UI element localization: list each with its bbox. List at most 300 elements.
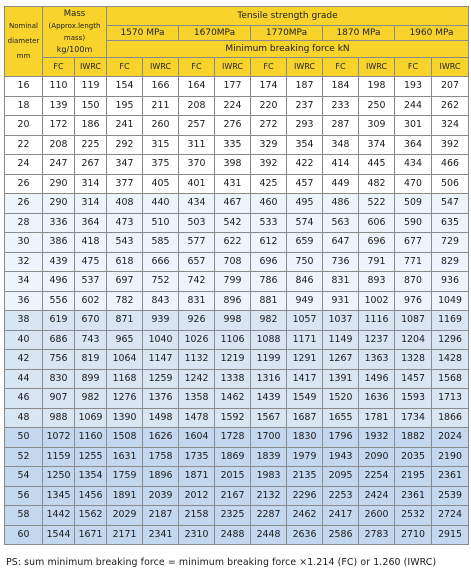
- breaking-force-cell: 736: [323, 252, 359, 272]
- breaking-force-cell: 392: [432, 135, 469, 155]
- breaking-force-cell: 1781: [359, 408, 395, 428]
- mass-fc-cell: 290: [43, 174, 75, 194]
- breaking-force-cell: 1040: [143, 330, 179, 350]
- diameter-cell: 52: [5, 447, 43, 467]
- breaking-force-cell: 292: [107, 135, 143, 155]
- breaking-force-cell: 2296: [287, 486, 323, 506]
- breaking-force-cell: 408: [107, 194, 143, 214]
- diameter-cell: 34: [5, 272, 43, 292]
- mass-iwrc-cell: 819: [75, 350, 107, 370]
- breaking-force-cell: 2341: [143, 525, 179, 545]
- breaking-force-cell: 374: [359, 135, 395, 155]
- breaking-force-cell: 2424: [359, 486, 395, 506]
- diameter-cell: 50: [5, 428, 43, 448]
- mass-fc-cell: 556: [43, 291, 75, 311]
- mass-iwrc-cell: 186: [75, 116, 107, 136]
- diameter-cell: 40: [5, 330, 43, 350]
- breaking-force-cell: 195: [107, 96, 143, 116]
- breaking-force-cell: 434: [179, 194, 215, 214]
- breaking-force-cell: 224: [215, 96, 251, 116]
- breaking-force-cell: 657: [179, 252, 215, 272]
- diameter-cell: 16: [5, 77, 43, 97]
- breaking-force-cell: 2361: [395, 486, 432, 506]
- breaking-force-cell: 799: [215, 272, 251, 292]
- mass-iwrc-cell: 150: [75, 96, 107, 116]
- breaking-force-cell: 1168: [107, 369, 143, 389]
- breaking-force-cell: 2586: [323, 525, 359, 545]
- breaking-force-cell: 445: [359, 155, 395, 175]
- breaking-force-cell: 1568: [432, 369, 469, 389]
- table-row: [5, 467, 469, 487]
- grade-1770-fc-header: FC: [251, 58, 287, 77]
- breaking-force-cell: 843: [143, 291, 179, 311]
- mass-unit: kg/100m: [56, 45, 93, 54]
- mass-fc-cell: 756: [43, 350, 75, 370]
- breaking-force-cell: 2783: [359, 525, 395, 545]
- mass-fc-cell: 907: [43, 389, 75, 409]
- grade-1960-fc-header: FC: [395, 58, 432, 77]
- breaking-force-cell: 2287: [251, 506, 287, 526]
- breaking-force-cell: 1219: [215, 350, 251, 370]
- table-body: [5, 77, 469, 545]
- breaking-force-cell: 1037: [323, 311, 359, 331]
- breaking-force-cell: 1549: [287, 389, 323, 409]
- breaking-force-cell: 377: [107, 174, 143, 194]
- breaking-force-cell: 1462: [215, 389, 251, 409]
- breaking-force-cell: 1592: [215, 408, 251, 428]
- breaking-force-cell: 666: [143, 252, 179, 272]
- breaking-force-cell: 791: [359, 252, 395, 272]
- breaking-force-cell: 262: [432, 96, 469, 116]
- breaking-force-cell: 506: [432, 174, 469, 194]
- breaking-force-cell: 1626: [143, 428, 179, 448]
- breaking-force-cell: 896: [215, 291, 251, 311]
- breaking-force-cell: 1636: [359, 389, 395, 409]
- breaking-force-cell: 211: [143, 96, 179, 116]
- breaking-force-cell: 272: [251, 116, 287, 136]
- breaking-force-cell: 1242: [179, 369, 215, 389]
- breaking-force-cell: 207: [432, 77, 469, 97]
- breaking-force-cell: 495: [287, 194, 323, 214]
- table-row: [5, 77, 469, 97]
- diameter-cell: 18: [5, 96, 43, 116]
- breaking-force-cell: 1026: [179, 330, 215, 350]
- breaking-force-cell: 563: [323, 213, 359, 233]
- breaking-force-cell: 434: [395, 155, 432, 175]
- breaking-force-cell: 1267: [323, 350, 359, 370]
- breaking-force-cell: 1116: [359, 311, 395, 331]
- table-row: [5, 252, 469, 272]
- breaking-force-cell: 590: [395, 213, 432, 233]
- breaking-force-cell: 347: [107, 155, 143, 175]
- mass-fc-cell: 172: [43, 116, 75, 136]
- grade-1770-header: 1770MPa: [251, 26, 323, 41]
- mass-iwrc-cell: 1160: [75, 428, 107, 448]
- breaking-force-cell: 1655: [323, 408, 359, 428]
- breaking-force-cell: 486: [323, 194, 359, 214]
- breaking-force-cell: 154: [107, 77, 143, 97]
- diameter-cell: 46: [5, 389, 43, 409]
- breaking-force-cell: 771: [395, 252, 432, 272]
- breaking-force-cell: 1087: [395, 311, 432, 331]
- breaking-force-cell: 198: [359, 77, 395, 97]
- breaking-force-cell: 1896: [143, 467, 179, 487]
- breaking-force-cell: 2135: [287, 467, 323, 487]
- mass-fc-cell: 1072: [43, 428, 75, 448]
- breaking-force-cell: 829: [432, 252, 469, 272]
- breaking-force-cell: 2488: [215, 525, 251, 545]
- breaking-force-cell: 1296: [432, 330, 469, 350]
- mass-fc-cell: 686: [43, 330, 75, 350]
- breaking-force-cell: 2187: [143, 506, 179, 526]
- breaking-force-cell: 1498: [143, 408, 179, 428]
- breaking-force-cell: 1088: [251, 330, 287, 350]
- table-row: [5, 486, 469, 506]
- diameter-cell: 54: [5, 467, 43, 487]
- breaking-force-cell: 1520: [323, 389, 359, 409]
- breaking-force-cell: 1891: [107, 486, 143, 506]
- breaking-force-cell: 1169: [432, 311, 469, 331]
- breaking-force-cell: 1064: [107, 350, 143, 370]
- breaking-force-cell: 315: [143, 135, 179, 155]
- breaking-force-cell: 871: [107, 311, 143, 331]
- breaking-force-cell: 2171: [107, 525, 143, 545]
- table-row: [5, 291, 469, 311]
- breaking-force-cell: 522: [359, 194, 395, 214]
- table-row: [5, 525, 469, 545]
- table-row: [5, 350, 469, 370]
- grade-1770-iwrc-header: IWRC: [287, 58, 323, 77]
- breaking-force-cell: 260: [143, 116, 179, 136]
- mass-iwrc-cell: 602: [75, 291, 107, 311]
- diameter-cell: 44: [5, 369, 43, 389]
- mass-iwrc-cell: 314: [75, 174, 107, 194]
- diameter-cell: 26: [5, 174, 43, 194]
- breaking-force-cell: 2254: [359, 467, 395, 487]
- mass-iwrc-cell: 364: [75, 213, 107, 233]
- footnote: PS: sum minimum breaking force = minimum breaking force ×1.214 (FC) or 1.260 (IWRC): [6, 557, 437, 568]
- breaking-force-cell: 2361: [432, 467, 469, 487]
- table-row: [5, 311, 469, 331]
- breaking-force-cell: 1002: [359, 291, 395, 311]
- breaking-force-cell: 1869: [215, 447, 251, 467]
- table-row: [5, 428, 469, 448]
- breaking-force-cell: 696: [359, 233, 395, 253]
- breaking-force-cell: 401: [179, 174, 215, 194]
- breaking-force-cell: 370: [179, 155, 215, 175]
- breaking-force-cell: 164: [179, 77, 215, 97]
- breaking-force-cell: 1149: [323, 330, 359, 350]
- breaking-force-cell: 1882: [395, 428, 432, 448]
- breaking-force-cell: 309: [359, 116, 395, 136]
- breaking-force-cell: 1983: [251, 467, 287, 487]
- breaking-force-cell: 659: [287, 233, 323, 253]
- breaking-force-cell: 1363: [359, 350, 395, 370]
- table-row: [5, 330, 469, 350]
- breaking-force-cell: 2012: [179, 486, 215, 506]
- mass-fc-cell: 386: [43, 233, 75, 253]
- mass-subtitle: (Approx.length mass): [48, 22, 101, 42]
- breaking-force-cell: 881: [251, 291, 287, 311]
- breaking-force-cell: 482: [359, 174, 395, 194]
- breaking-force-table: [4, 6, 469, 545]
- breaking-force-cell: 2448: [251, 525, 287, 545]
- mass-iwrc-cell: 267: [75, 155, 107, 175]
- breaking-force-cell: 998: [215, 311, 251, 331]
- mass-iwrc-header: IWRC: [75, 58, 107, 77]
- mass-fc-cell: 619: [43, 311, 75, 331]
- breaking-force-cell: 696: [251, 252, 287, 272]
- breaking-force-cell: 2095: [323, 467, 359, 487]
- breaking-force-cell: 936: [432, 272, 469, 292]
- table-row: [5, 233, 469, 253]
- mass-iwrc-cell: 225: [75, 135, 107, 155]
- mass-iwrc-cell: 899: [75, 369, 107, 389]
- breaking-force-cell: 1199: [251, 350, 287, 370]
- diameter-cell: 36: [5, 291, 43, 311]
- breaking-force-cell: 926: [179, 311, 215, 331]
- diameter-cell: 48: [5, 408, 43, 428]
- breaking-force-cell: 2195: [395, 467, 432, 487]
- breaking-force-cell: 577: [179, 233, 215, 253]
- breaking-force-cell: 449: [323, 174, 359, 194]
- table-row: [5, 506, 469, 526]
- breaking-force-cell: 1687: [287, 408, 323, 428]
- mass-iwrc-cell: 982: [75, 389, 107, 409]
- mass-iwrc-cell: 670: [75, 311, 107, 331]
- nominal-diameter-header: Nominal diameter mm: [5, 7, 43, 77]
- breaking-force-cell: 440: [143, 194, 179, 214]
- diameter-cell: 30: [5, 233, 43, 253]
- breaking-force-cell: 1728: [215, 428, 251, 448]
- breaking-force-cell: 2158: [179, 506, 215, 526]
- breaking-force-cell: 2190: [432, 447, 469, 467]
- breaking-force-cell: 1276: [107, 389, 143, 409]
- diameter-cell: 42: [5, 350, 43, 370]
- breaking-force-cell: 831: [323, 272, 359, 292]
- grade-1670-fc-header: FC: [179, 58, 215, 77]
- table-row: [5, 369, 469, 389]
- breaking-force-cell: 287: [323, 116, 359, 136]
- breaking-force-cell: 187: [287, 77, 323, 97]
- breaking-force-cell: 2035: [395, 447, 432, 467]
- breaking-force-cell: 982: [251, 311, 287, 331]
- breaking-force-cell: 405: [143, 174, 179, 194]
- diameter-cell: 58: [5, 506, 43, 526]
- breaking-force-cell: 1631: [107, 447, 143, 467]
- breaking-force-cell: 460: [251, 194, 287, 214]
- breaking-force-cell: 1259: [143, 369, 179, 389]
- breaking-force-cell: 2636: [287, 525, 323, 545]
- breaking-force-cell: 233: [323, 96, 359, 116]
- grade-1960-header: 1960 MPa: [395, 26, 469, 41]
- diameter-cell: 20: [5, 116, 43, 136]
- breaking-force-cell: 1796: [323, 428, 359, 448]
- mass-fc-cell: 110: [43, 77, 75, 97]
- breaking-force-cell: 533: [251, 213, 287, 233]
- breaking-force-cell: 1700: [251, 428, 287, 448]
- grade-1670-iwrc-header: IWRC: [215, 58, 251, 77]
- breaking-force-cell: 1734: [395, 408, 432, 428]
- breaking-force-cell: 2417: [323, 506, 359, 526]
- breaking-force-cell: 301: [395, 116, 432, 136]
- mass-iwrc-cell: 743: [75, 330, 107, 350]
- grade-1870-fc-header: FC: [323, 58, 359, 77]
- mass-fc-cell: 1159: [43, 447, 75, 467]
- breaking-force-cell: 729: [432, 233, 469, 253]
- diameter-cell: 38: [5, 311, 43, 331]
- breaking-force-cell: 2167: [215, 486, 251, 506]
- table-row: [5, 116, 469, 136]
- breaking-force-cell: 425: [251, 174, 287, 194]
- diameter-cell: 60: [5, 525, 43, 545]
- breaking-force-cell: 750: [287, 252, 323, 272]
- breaking-force-cell: 1830: [287, 428, 323, 448]
- grade-1570-fc-header: FC: [107, 58, 143, 77]
- breaking-force-cell: 697: [107, 272, 143, 292]
- breaking-force-cell: 174: [251, 77, 287, 97]
- breaking-force-cell: 786: [251, 272, 287, 292]
- breaking-force-header: Minimum breaking force kN: [107, 41, 469, 58]
- grade-1570-iwrc-header: IWRC: [143, 58, 179, 77]
- mass-iwrc-cell: 475: [75, 252, 107, 272]
- table-row: [5, 408, 469, 428]
- mass-fc-cell: 496: [43, 272, 75, 292]
- breaking-force-cell: 1593: [395, 389, 432, 409]
- mass-fc-cell: 290: [43, 194, 75, 214]
- breaking-force-cell: 1328: [395, 350, 432, 370]
- breaking-force-cell: 276: [215, 116, 251, 136]
- breaking-force-cell: 618: [107, 252, 143, 272]
- breaking-force-cell: 1457: [395, 369, 432, 389]
- breaking-force-cell: 1147: [143, 350, 179, 370]
- breaking-force-cell: 414: [323, 155, 359, 175]
- breaking-force-cell: 574: [287, 213, 323, 233]
- breaking-force-cell: 2253: [323, 486, 359, 506]
- mass-iwrc-cell: 1456: [75, 486, 107, 506]
- grade-1870-iwrc-header: IWRC: [359, 58, 395, 77]
- breaking-force-cell: 542: [215, 213, 251, 233]
- mass-title: Mass: [63, 9, 86, 19]
- breaking-force-cell: 1132: [179, 350, 215, 370]
- mass-iwrc-cell: 314: [75, 194, 107, 214]
- table-row: [5, 155, 469, 175]
- breaking-force-cell: 257: [179, 116, 215, 136]
- breaking-force-cell: 647: [323, 233, 359, 253]
- breaking-force-cell: 1237: [359, 330, 395, 350]
- breaking-force-cell: 241: [107, 116, 143, 136]
- diameter-cell: 56: [5, 486, 43, 506]
- breaking-force-cell: 612: [251, 233, 287, 253]
- mass-fc-cell: 139: [43, 96, 75, 116]
- table-row: [5, 135, 469, 155]
- mass-fc-cell: 1345: [43, 486, 75, 506]
- breaking-force-cell: 1049: [432, 291, 469, 311]
- breaking-force-cell: 470: [395, 174, 432, 194]
- breaking-force-cell: 677: [395, 233, 432, 253]
- breaking-force-cell: 1316: [251, 369, 287, 389]
- breaking-force-cell: 606: [359, 213, 395, 233]
- breaking-force-cell: 1390: [107, 408, 143, 428]
- breaking-force-cell: 467: [215, 194, 251, 214]
- breaking-force-cell: 2724: [432, 506, 469, 526]
- mass-fc-cell: 1250: [43, 467, 75, 487]
- breaking-force-cell: 244: [395, 96, 432, 116]
- breaking-force-cell: 1759: [107, 467, 143, 487]
- breaking-force-cell: 2132: [251, 486, 287, 506]
- breaking-force-cell: 503: [179, 213, 215, 233]
- mass-iwrc-cell: 537: [75, 272, 107, 292]
- breaking-force-cell: 1567: [251, 408, 287, 428]
- breaking-force-cell: 392: [251, 155, 287, 175]
- breaking-force-cell: 1057: [287, 311, 323, 331]
- breaking-force-cell: 457: [287, 174, 323, 194]
- breaking-force-cell: 870: [395, 272, 432, 292]
- breaking-force-cell: 1428: [432, 350, 469, 370]
- breaking-force-cell: 2310: [179, 525, 215, 545]
- breaking-force-cell: 466: [432, 155, 469, 175]
- breaking-force-cell: 177: [215, 77, 251, 97]
- breaking-force-cell: 364: [395, 135, 432, 155]
- breaking-force-cell: 742: [179, 272, 215, 292]
- breaking-force-cell: 1604: [179, 428, 215, 448]
- breaking-force-cell: 708: [215, 252, 251, 272]
- breaking-force-cell: 1979: [287, 447, 323, 467]
- breaking-force-cell: 166: [143, 77, 179, 97]
- breaking-force-cell: 1106: [215, 330, 251, 350]
- breaking-force-cell: 635: [432, 213, 469, 233]
- breaking-force-cell: 2090: [359, 447, 395, 467]
- mass-fc-cell: 1442: [43, 506, 75, 526]
- breaking-force-cell: 1171: [287, 330, 323, 350]
- table-row: [5, 213, 469, 233]
- breaking-force-cell: 1943: [323, 447, 359, 467]
- mass-fc-header: FC: [43, 58, 75, 77]
- diameter-cell: 26: [5, 194, 43, 214]
- breaking-force-cell: 2915: [432, 525, 469, 545]
- grade-1570-header: 1570 MPa: [107, 26, 179, 41]
- breaking-force-cell: 2029: [107, 506, 143, 526]
- mass-fc-cell: 830: [43, 369, 75, 389]
- breaking-force-cell: 220: [251, 96, 287, 116]
- mass-fc-cell: 1544: [43, 525, 75, 545]
- breaking-force-cell: 348: [323, 135, 359, 155]
- breaking-force-cell: 193: [395, 77, 432, 97]
- breaking-force-cell: 335: [215, 135, 251, 155]
- breaking-force-cell: 375: [143, 155, 179, 175]
- breaking-force-cell: 2325: [215, 506, 251, 526]
- mass-fc-cell: 988: [43, 408, 75, 428]
- mass-iwrc-cell: 1671: [75, 525, 107, 545]
- breaking-force-cell: 846: [287, 272, 323, 292]
- mass-iwrc-cell: 119: [75, 77, 107, 97]
- table-row: [5, 174, 469, 194]
- breaking-force-cell: 547: [432, 194, 469, 214]
- diameter-cell: 24: [5, 155, 43, 175]
- breaking-force-cell: 1291: [287, 350, 323, 370]
- breaking-force-cell: 1391: [323, 369, 359, 389]
- breaking-force-cell: 422: [287, 155, 323, 175]
- mass-fc-cell: 208: [43, 135, 75, 155]
- breaking-force-cell: 1839: [251, 447, 287, 467]
- breaking-force-cell: 1417: [287, 369, 323, 389]
- breaking-force-cell: 622: [215, 233, 251, 253]
- table-row: [5, 96, 469, 116]
- breaking-force-cell: 2710: [395, 525, 432, 545]
- breaking-force-cell: 1496: [359, 369, 395, 389]
- breaking-force-cell: 1439: [251, 389, 287, 409]
- breaking-force-cell: 510: [143, 213, 179, 233]
